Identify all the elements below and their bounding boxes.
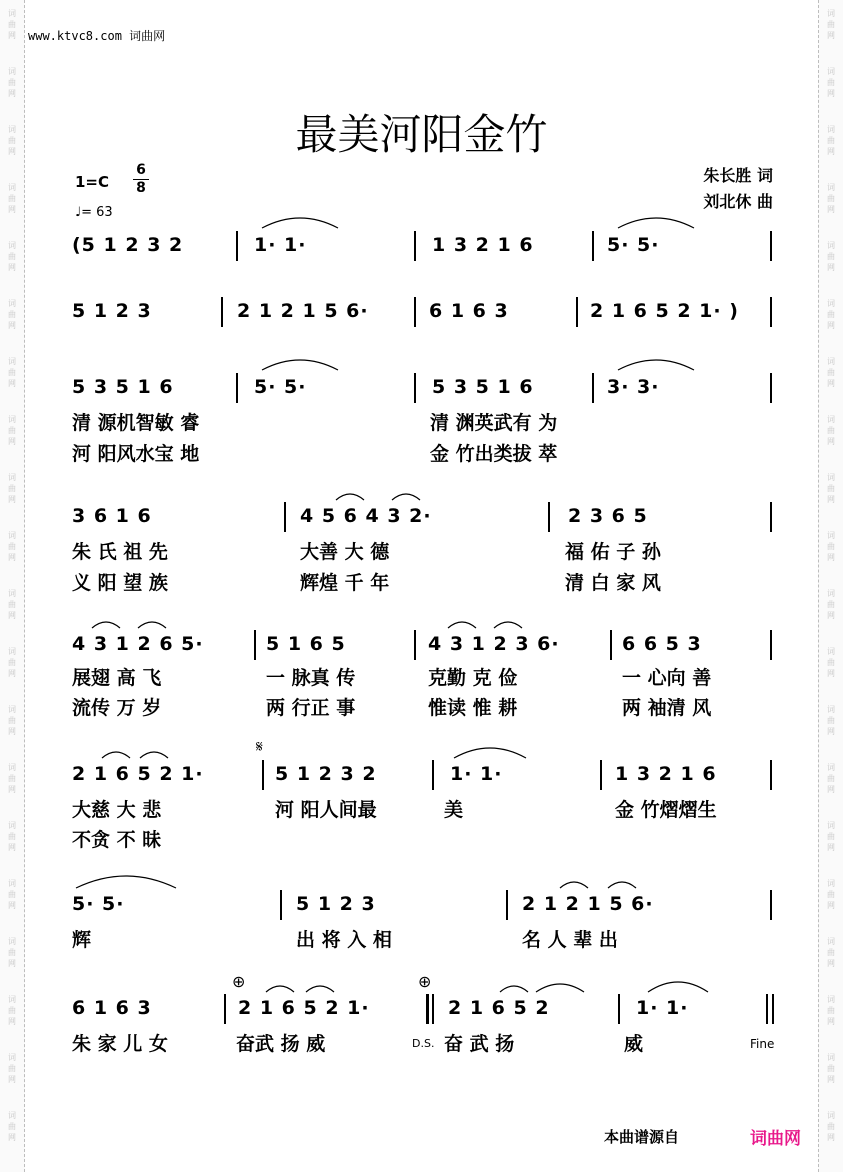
barline xyxy=(224,994,226,1024)
watermark-text: 词 曲 网 xyxy=(8,473,16,504)
barline xyxy=(770,630,772,660)
barline xyxy=(770,760,772,790)
song-title: 最美河阳金竹 xyxy=(295,110,548,159)
slur xyxy=(102,752,130,758)
measure: 3 6 1 6 xyxy=(72,505,152,527)
barline xyxy=(414,373,416,403)
lyric-line-2: 惟读 惟 耕 xyxy=(428,697,518,719)
measure: 2 1 2 1 5 6· xyxy=(522,893,654,915)
watermark-text: 词 曲 网 xyxy=(827,705,835,736)
measure: 6 1 6 3 xyxy=(429,300,509,322)
lyric-line-1: 清 渊英武有 为 xyxy=(430,412,558,434)
lyric-line-1: 名 人 辈 出 xyxy=(522,929,618,951)
lyric-line-2: 清 白 家 风 xyxy=(565,572,661,594)
quarter-note-icon: ♩ xyxy=(75,205,82,220)
measure: 4 3 1 2 3 6· xyxy=(428,633,560,655)
barline xyxy=(284,502,286,532)
watermark-text: 词 曲 网 xyxy=(827,1053,835,1084)
watermark-text: 词 曲 网 xyxy=(8,9,16,40)
barline xyxy=(236,373,238,403)
lyric-line-1: 福 佑 子 孙 xyxy=(565,541,661,563)
lyricist-credit: 朱长胜 词 xyxy=(703,166,773,185)
barline xyxy=(221,297,223,327)
slur xyxy=(648,982,708,992)
lyric-line-2: 两 行正 事 xyxy=(266,697,356,719)
lyric-line-1: 克勤 克 俭 xyxy=(428,667,518,689)
barline xyxy=(592,373,594,403)
watermark-text: 词 曲 网 xyxy=(8,125,16,156)
barline xyxy=(236,231,238,261)
measure: 5· 5· xyxy=(607,234,660,256)
slur xyxy=(454,748,526,758)
measure: 2 1 6 5 2 xyxy=(448,997,550,1019)
watermark-text: 词 曲 网 xyxy=(8,937,16,968)
slur xyxy=(500,986,528,992)
slur xyxy=(138,622,166,628)
slur xyxy=(536,984,584,992)
lyric-line-1: 出 将 入 相 xyxy=(296,929,392,951)
barline xyxy=(432,760,434,790)
watermark-text: 词 曲 网 xyxy=(827,763,835,794)
watermark-text: 词 曲 网 xyxy=(8,647,16,678)
watermark-text: 词 曲 网 xyxy=(827,241,835,272)
measure: (5 1 2 3 2 xyxy=(72,234,184,256)
watermark-text: 词 曲 网 xyxy=(827,183,835,214)
measure: 5 1 2 3 2 xyxy=(275,763,377,785)
watermark-text: 词 曲 网 xyxy=(827,299,835,330)
lyric-line-2: 义 阳 望 族 xyxy=(72,572,168,594)
barline xyxy=(600,760,602,790)
watermark-text: 词 曲 网 xyxy=(827,647,835,678)
slur xyxy=(336,494,364,500)
lyric-line-2: 不贪 不 昧 xyxy=(72,829,162,851)
barline xyxy=(770,297,772,327)
watermark-text: 词 曲 网 xyxy=(827,589,835,620)
barline xyxy=(414,630,416,660)
watermark-text: 词 曲 网 xyxy=(827,879,835,910)
watermark-text: 词 曲 网 xyxy=(827,995,835,1026)
lyric-line-1: 朱 家 儿 女 xyxy=(72,1033,168,1055)
repeat-barline xyxy=(432,994,434,1024)
measure: 2 1 2 1 5 6· xyxy=(237,300,369,322)
barline xyxy=(592,231,594,261)
lyric-line-1: 大慈 大 悲 xyxy=(72,799,162,821)
lyric-line-1: 朱 氏 祖 先 xyxy=(72,541,168,563)
measure: 1· 1· xyxy=(254,234,307,256)
watermark-text: 词 曲 网 xyxy=(8,241,16,272)
lyric-line-1: 清 源机智敏 睿 xyxy=(72,412,200,434)
slur xyxy=(266,986,294,992)
lyric-line-1: 金 竹熠熠生 xyxy=(615,799,717,821)
watermark-text: 词 曲 网 xyxy=(8,879,16,910)
watermark-text: 词 曲 网 xyxy=(8,705,16,736)
watermark-text: 词 曲 网 xyxy=(8,995,16,1026)
watermark-text: 词 曲 网 xyxy=(827,125,835,156)
measure: 4 3 1 2 6 5· xyxy=(72,633,204,655)
measure: 5 3 5 1 6 xyxy=(72,376,174,398)
lyric-line-2: 河 阳风水宝 地 xyxy=(72,443,200,465)
watermark-text: 词 曲 网 xyxy=(8,357,16,388)
lyric-line-2: 金 竹出类拔 萃 xyxy=(430,443,558,465)
lyric-line-2: 流传 万 岁 xyxy=(72,697,162,719)
slur xyxy=(262,360,338,370)
fine-marking: Fine xyxy=(750,1037,775,1051)
measure: 2 1 6 5 2 1· xyxy=(72,763,204,785)
time-signature-top: 6 xyxy=(136,162,146,178)
measure: 1· 1· xyxy=(450,763,503,785)
lyric-line-1: 河 阳人间最 xyxy=(275,799,377,821)
barline xyxy=(770,231,772,261)
barline xyxy=(770,373,772,403)
coda-icon: ⊕ xyxy=(232,972,246,991)
tempo-marking xyxy=(75,205,113,220)
measure: 1 3 2 1 6 xyxy=(615,763,717,785)
barline xyxy=(576,297,578,327)
lyric-line-1: 奋武 扬 威 xyxy=(236,1033,326,1055)
slur xyxy=(618,360,694,370)
measure: 2 1 6 5 2 1· ) xyxy=(590,300,739,322)
barline xyxy=(506,890,508,920)
measure: 2 3 6 5 xyxy=(568,505,648,527)
watermark-text: 词 曲 网 xyxy=(827,473,835,504)
measure: 3· 3· xyxy=(607,376,660,398)
barline xyxy=(414,231,416,261)
measure: 5 1 6 5 xyxy=(266,633,346,655)
barline xyxy=(610,630,612,660)
watermark-text: 词 曲 网 xyxy=(8,763,16,794)
slur xyxy=(494,622,522,628)
lyric-line-1: 展翅 高 飞 xyxy=(72,667,162,689)
coda-icon: ⊕ xyxy=(418,972,432,991)
barline xyxy=(262,760,264,790)
barline xyxy=(548,502,550,532)
final-barline xyxy=(766,994,768,1024)
source-label: 本曲谱源自 xyxy=(604,1128,680,1146)
final-barline xyxy=(772,994,774,1024)
tempo-value: = 63 xyxy=(81,205,113,220)
watermark-text: 词 曲 网 xyxy=(827,357,835,388)
watermark-text: 词 曲 网 xyxy=(827,67,835,98)
watermark-text: 词 曲 网 xyxy=(8,67,16,98)
measure: 5· 5· xyxy=(72,893,125,915)
barline xyxy=(770,890,772,920)
lyric-line-1: 大善 大 德 xyxy=(300,541,390,563)
watermark-text: 词 曲 网 xyxy=(827,9,835,40)
watermark-text: 词 曲 网 xyxy=(8,1111,16,1142)
barline xyxy=(280,890,282,920)
lyric-line-1: 一 心向 善 xyxy=(622,667,712,689)
slur xyxy=(92,622,120,628)
measure: 6 1 6 3 xyxy=(72,997,152,1019)
repeat-barline xyxy=(426,994,429,1024)
measure: 5 1 2 3 xyxy=(296,893,376,915)
slur xyxy=(608,882,636,888)
lyric-line-2: 两 袖清 风 xyxy=(622,697,712,719)
watermark-text: 词 曲 网 xyxy=(827,937,835,968)
watermark-text: 词 曲 网 xyxy=(827,821,835,852)
watermark-text: 词 曲 网 xyxy=(8,589,16,620)
composer-credit: 刘北休 曲 xyxy=(703,192,773,211)
lyric-line-1: 奋 武 扬 xyxy=(444,1033,515,1055)
barline xyxy=(618,994,620,1024)
barline xyxy=(414,297,416,327)
watermark-text: 词 曲 网 xyxy=(8,183,16,214)
ds-marking: D.S. xyxy=(412,1037,435,1050)
lyric-line-1: 一 脉真 传 xyxy=(266,667,356,689)
measure: 1 3 2 1 6 xyxy=(432,234,534,256)
time-signature-bottom: 8 xyxy=(136,180,146,196)
slur xyxy=(306,986,334,992)
watermark-text: 词 曲 网 xyxy=(8,1053,16,1084)
watermark-text: 词 曲 网 xyxy=(827,1111,835,1142)
measure: 4 5 6 4 3 2· xyxy=(300,505,432,527)
source-brand-link[interactable]: 词曲网 xyxy=(750,1129,801,1149)
slur xyxy=(560,882,588,888)
lyric-line-2: 辉煌 千 年 xyxy=(300,572,390,594)
time-signature xyxy=(130,162,152,197)
watermark-text: 词 曲 网 xyxy=(8,415,16,446)
slur xyxy=(392,494,420,500)
measure: 5 3 5 1 6 xyxy=(432,376,534,398)
lyric-line-1: 威 xyxy=(624,1033,644,1055)
slur xyxy=(448,622,476,628)
site-url: www.ktvc8.com 词曲网 xyxy=(28,29,166,43)
measure: 5· 5· xyxy=(254,376,307,398)
watermark-text: 词 曲 网 xyxy=(8,299,16,330)
measure: 6 6 5 3 xyxy=(622,633,702,655)
lyric-line-1: 辉 xyxy=(72,929,92,951)
slur xyxy=(618,218,694,228)
barline xyxy=(770,502,772,532)
segno-icon: 𝄋 xyxy=(256,737,263,756)
slur xyxy=(76,876,176,888)
watermark-text: 词 曲 网 xyxy=(8,821,16,852)
measure: 1· 1· xyxy=(636,997,689,1019)
measure: 2 1 6 5 2 1· xyxy=(238,997,370,1019)
slur xyxy=(262,218,338,228)
barline xyxy=(254,630,256,660)
watermark-text: 词 曲 网 xyxy=(827,415,835,446)
watermark-text: 词 曲 网 xyxy=(8,531,16,562)
watermark-text: 词 曲 网 xyxy=(827,531,835,562)
slur xyxy=(140,752,168,758)
key-signature: 1=C xyxy=(75,173,110,191)
lyric-line-1: 美 xyxy=(444,799,464,821)
measure: 5 1 2 3 xyxy=(72,300,152,322)
